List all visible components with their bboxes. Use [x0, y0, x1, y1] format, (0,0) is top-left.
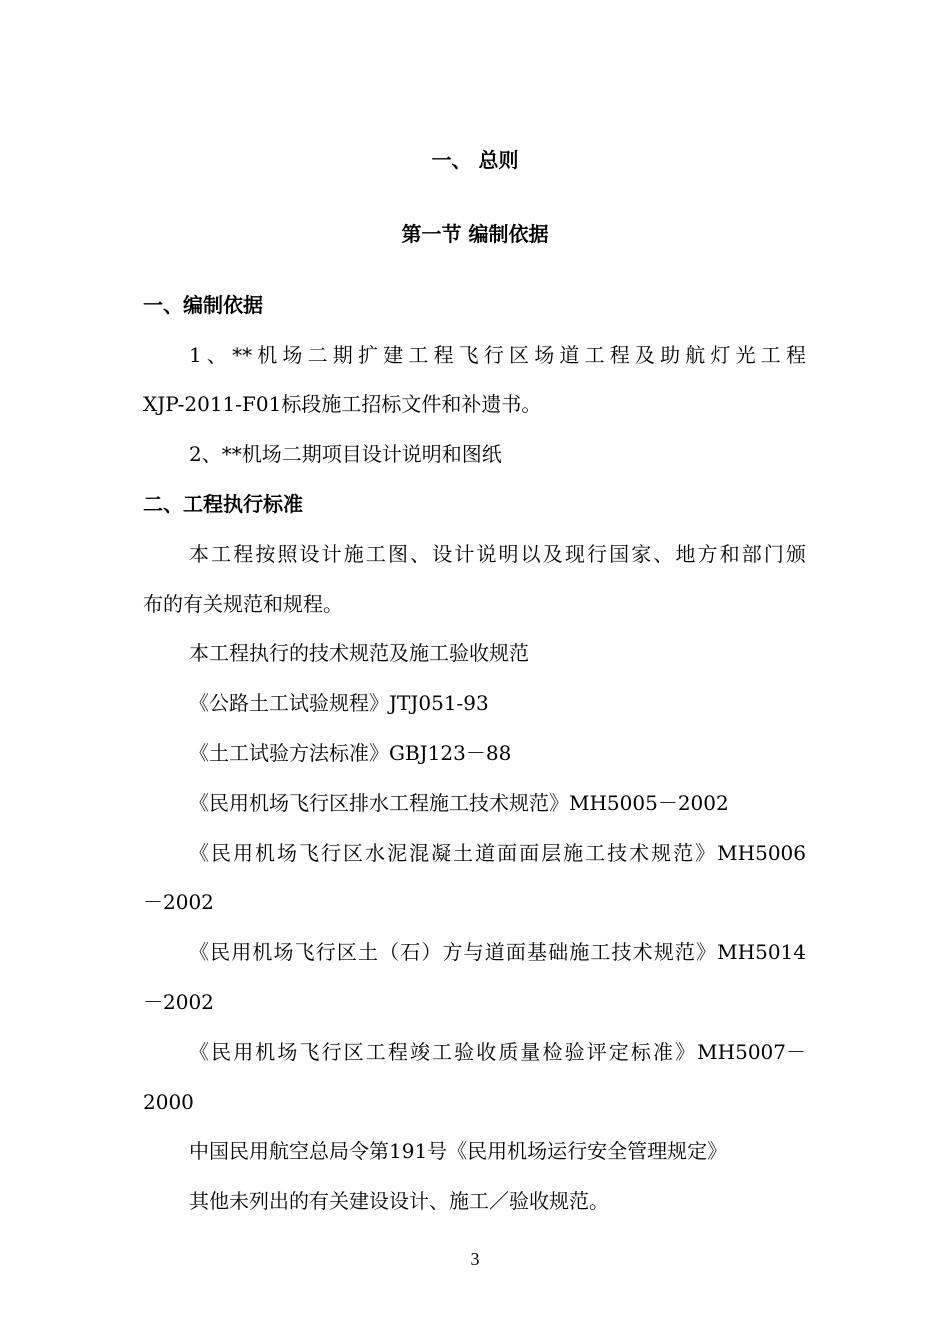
- item1-line1: 1、**机场二期扩建工程飞行区场道工程及助航灯光工程: [189, 343, 806, 367]
- standard-item: 《民用机场飞行区工程竣工验收质量检验评定标准》MH5007－: [189, 1040, 806, 1064]
- standard-item: 《土工试验方法标准》GBJ123－88: [189, 741, 512, 765]
- standard-item: 《民用机场飞行区土（石）方与道面基础施工技术规范》MH5014: [189, 940, 806, 964]
- standard-item: 《民用机场飞行区排水工程施工技术规范》MH5005－2002: [189, 791, 729, 815]
- chapter-title: 一、 总则: [431, 148, 519, 172]
- standard-item: 中国民用航空总局令第191号《民用机场运行安全管理规定》: [189, 1139, 728, 1163]
- standard-item-continued: －2002: [143, 890, 214, 914]
- part1-heading: 一、编制依据: [143, 293, 263, 317]
- standard-item-continued: 2000: [143, 1090, 194, 1114]
- para1-line1: 本工程按照设计施工图、设计说明以及现行国家、地方和部门颁: [189, 542, 806, 566]
- section-title: 第一节 编制依据: [401, 222, 549, 246]
- page-number: 3: [470, 1249, 480, 1269]
- standard-item: 其他未列出的有关建设设计、施工／验收规范。: [189, 1189, 609, 1213]
- part2-heading: 二、工程执行标准: [143, 492, 303, 516]
- item2: 2、**机场二期项目设计说明和图纸: [189, 442, 502, 466]
- standard-item: 《民用机场飞行区水泥混凝土道面面层施工技术规范》MH5006: [189, 841, 806, 865]
- item1-line2: XJP-2011-F01标段施工招标文件和补遗书。: [143, 392, 542, 416]
- standard-item: 《公路土工试验规程》JTJ051-93: [189, 691, 489, 715]
- para2: 本工程执行的技术规范及施工验收规范: [189, 641, 529, 665]
- para1-line2: 布的有关规范和规程。: [143, 592, 343, 616]
- standard-item-continued: －2002: [143, 990, 214, 1014]
